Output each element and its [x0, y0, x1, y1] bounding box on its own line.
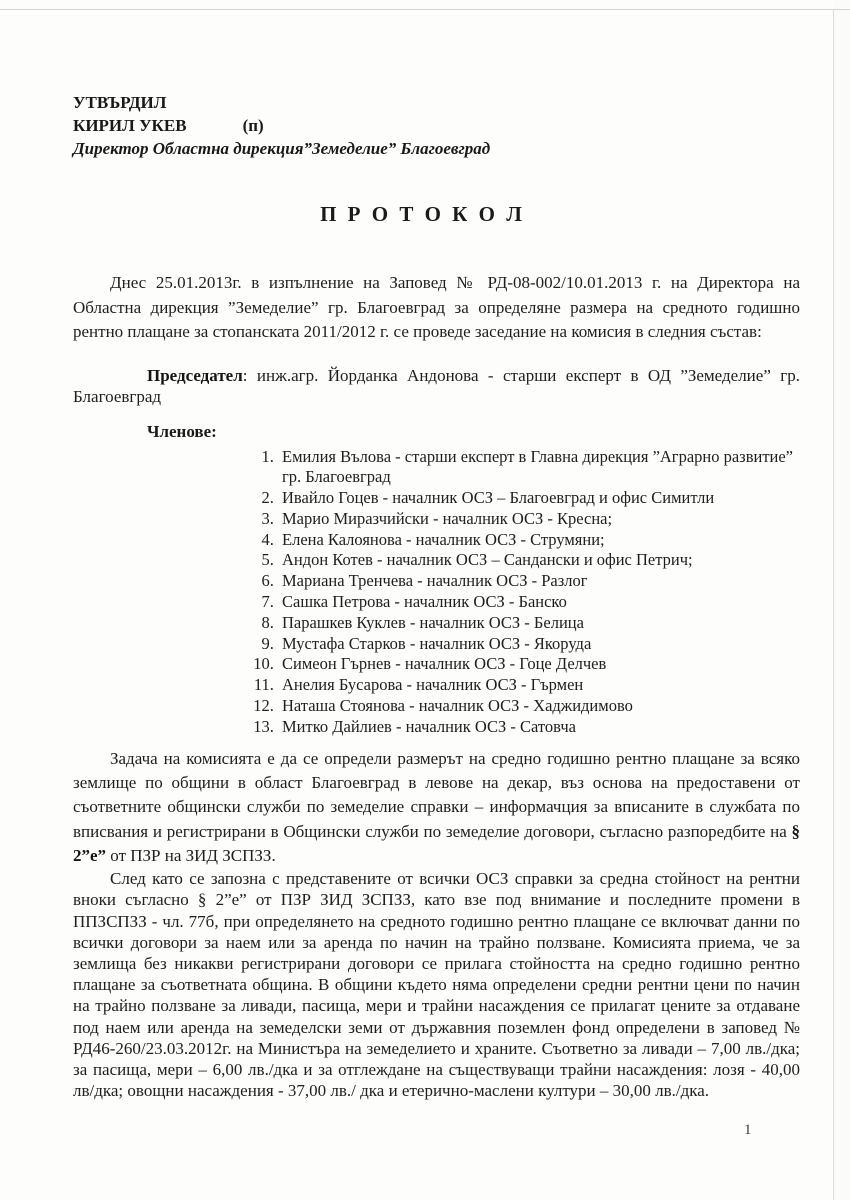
approval-stamp: УТВЪРДИЛ: [73, 93, 167, 112]
task-text-2: от ПЗР на ЗИД ЗСПЗЗ.: [106, 845, 276, 865]
chairman-paragraph: [73, 365, 800, 408]
page-number: 1: [744, 1122, 752, 1138]
legal-ref-bold: § 2”е”: [73, 821, 800, 865]
member-item: 6. Мариана Тренчева - началник ОСЗ - Разлог: [278, 571, 800, 592]
approval-block: [73, 0, 800, 160]
chairman-text: : инж.агр. Йорданка Андонова - старши експерт в ОД ”Земеделие” гр. Благоевград: [73, 365, 800, 406]
member-item: 1. Емилия Вълова - старши експерт в Главна дирекция ”Аграрно развитие” гр. Благоевград: [278, 447, 800, 489]
member-item: 4. Елена Калоянова - началник ОСЗ - Струмяни;: [278, 530, 800, 551]
chairman-label: Председател: [147, 365, 243, 385]
approver-name: КИРИЛ УКЕВ: [73, 115, 187, 135]
approver-title: Директор Областна дирекция”Земеделие” Благоевград: [73, 139, 491, 158]
member-item: 8. Парашкев Куклев - началник ОСЗ - Белица: [278, 613, 800, 634]
member-item: 9. Мустафа Старков - началник ОСЗ - Якоруда: [278, 634, 800, 655]
member-item: 5. Андон Котев - началник ОСЗ – Сандански и офис Петрич;: [278, 550, 800, 571]
signature-mark: (п): [242, 115, 264, 135]
member-item: 7. Сашка Петрова - началник ОСЗ - Банско: [278, 592, 800, 613]
member-item: 3. Марио Миразчийски - началник ОСЗ - Кресна;: [278, 509, 800, 530]
intro-paragraph: Днес 25.01.2013г. в изпълнение на Заповед № РД-08-002/10.01.2013 г. на Директора на Областна дирекция ”Земеделие” гр. Благоевград за определяне размера на средното годишно рентно плащане за стопанската 2011/2012 г. се проведе заседание на комисия в следния състав:: [73, 273, 800, 341]
task-text-1: Задача на комисията е да се определи размерът на средно годишно рентно плащане за всяко землище по общини в област Благоевград в левове на декар, въз основа на предоставени от съответните общински служби по земеделие справки – информачция за вписаните в службата по вписвания и регистрирани в Общински служби по земеделие договори, съгласно разпоредбите на: [73, 748, 800, 841]
member-item: 2. Ивайло Гоцев - началник ОСЗ – Благоевград и офис Симитли: [278, 488, 800, 509]
task-paragraph: [73, 747, 800, 868]
members-list: [73, 447, 800, 738]
members-heading: Членове:: [147, 421, 217, 441]
member-item: 13. Митко Дайлиев - началник ОСЗ - Сатовча: [278, 717, 800, 738]
member-item: 11. Анелия Бусарова - началник ОСЗ - Гърмен: [278, 675, 800, 696]
approver-line: [73, 115, 800, 138]
member-item: 10. Симеон Гърнев - началник ОСЗ - Гоце Делчев: [278, 654, 800, 675]
member-item: 12. Наташа Стоянова - началник ОСЗ - Хаджидимово: [278, 696, 800, 717]
document-title: П Р О Т О К О Л: [320, 202, 525, 226]
decision-paragraph: След като се запозна с представените от всички ОСЗ справки за средна стойност на рентни вноки съгласно § 2”е” от ПЗР ЗИД ЗСПЗЗ, като взе под внимание и последните промени в ППЗСПЗЗ - чл. 77б, при определянето на средното годишно рентно плащане се включват данни по всички договори за наем или за аренда по начин на трайно ползване. Комисията приема, че за землища без никакви регистрирани договори се прилага стойността на средно годишно рентно плащане за съответната община. В общини където няма определени средни рентни цени по начин на трайно ползване за ливади, пасища, мери и трайни насаждения се прилагат цените за отдаване под наем или аренда на земеделски земи от държавния поземлен фонд определени в заповед № РД46-260/23.03.2012г. на Министъра на земеделието и храните. Съответно за ливади – 7,00 лв./дка; за пасища, мери – 6,00 лв./дка и за отглеждане на съществуващи трайни насаждения: лозя - 40,00 лв/дка; овощни насаждения - 37,00 лв./ дка и етерично-маслени култури – 30,00 лв./дка.: [73, 869, 800, 1101]
